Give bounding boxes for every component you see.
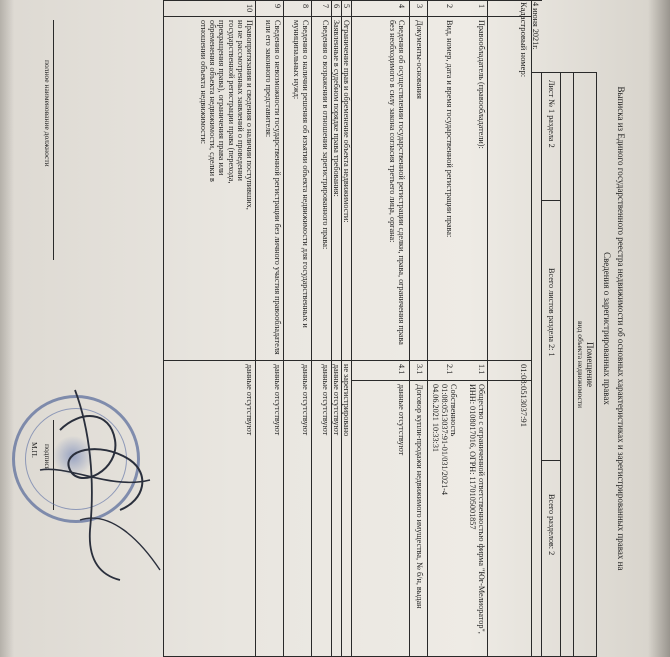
section-title: Сведения о зарегистрированных правах	[602, 252, 612, 405]
row-label: Сведения о возражении в отношении зарегистрированного права:	[321, 20, 330, 250]
row-number: 1	[477, 4, 486, 9]
row-number: 3	[415, 4, 424, 9]
row-value: данные отсутствуют	[397, 384, 406, 456]
row-label: Заявленные в судебном порядке права требования:	[332, 20, 341, 197]
sheet-number: Лист № 1 раздела 2	[547, 80, 556, 148]
row-number: 8	[301, 4, 310, 9]
signature-label: подпись	[43, 444, 52, 471]
row-value: данные отсутствуют	[273, 364, 282, 436]
row-subnumber: 2.1	[445, 364, 454, 375]
cadastral-number: 01:08:0513037:91	[519, 364, 529, 428]
document-title: Выписка из Единого государственного реестра недвижимости об основных характеристиках и зарегистрированных правах на	[616, 86, 626, 571]
position-label: полное наименование должности	[43, 60, 52, 167]
issue-date: 4 июня 2021г.	[531, 2, 540, 50]
registration-value: Собственность 01:08:0513037:91-01/031/2021-4 04.06.2021 10:33:31	[430, 384, 458, 495]
row-label: Вид, номер, дата и время государственной регистрации права:	[445, 20, 454, 238]
handwritten-signature	[20, 370, 180, 600]
total-sections: Всего разделов: 2	[547, 494, 556, 556]
basis-document-value: Договор купли-продажи недвижимого имущества, № б/н, выдан	[415, 384, 424, 609]
row-label: Ограничение прав и обременение объекта недвижимости:	[342, 20, 351, 223]
row-value: не зарегистрировано	[342, 364, 351, 437]
row-value: данные отсутствуют	[245, 364, 254, 436]
row-number: 5	[342, 4, 351, 9]
object-type: Помещение	[585, 341, 595, 388]
row-number: 6	[332, 4, 341, 9]
row-number: 2	[445, 4, 454, 9]
right-holder-value: Общество с ограниченной ответственностью фирма "Юг-Мелиоратор", ИНН: 0108017016, ОГРН: 1170105001857	[467, 384, 486, 634]
row-label: Сведения об осуществлении государственной регистрации сделки, права, ограничения права без необходимого в силу закона согласия третьего лица, органа:	[387, 20, 406, 345]
row-subnumber: 3.1	[415, 364, 424, 375]
row-number: 4	[397, 4, 406, 9]
row-label: Документы-основания	[415, 20, 424, 99]
row-subnumber: 1.1	[477, 364, 486, 375]
row-subnumber: 4.1	[397, 364, 406, 375]
total-sheets: Всего листов раздела 2: 1	[547, 268, 556, 357]
row-number: 10	[245, 4, 254, 13]
row-value: данные отсутствуют	[301, 364, 310, 436]
row-number: 7	[321, 4, 330, 9]
object-type-caption: вид объекта недвижимости	[576, 320, 585, 409]
row-value: данные отсутствуют	[321, 364, 330, 436]
row-number: 9	[273, 4, 282, 9]
row-value: данные отсутствуют	[332, 364, 341, 436]
page-shadow-right	[648, 0, 670, 657]
page-shadow-left	[0, 0, 14, 657]
row-label: Сведения о невозможности государственной регистрации без личного участия правообладателя или его законного представителя:	[263, 20, 282, 355]
row-label: Правообладатель (правообладатели):	[477, 20, 486, 149]
cadastral-label: Кадастровый номер:	[519, 2, 529, 78]
seal-label: М.П.	[30, 442, 39, 458]
row-label: Правопритязания и сведения о наличии поступивших, но не рассмотренных заявлений о проведении государственной регистрации права (перехода, прекращения права), ограничения права или обременения объекта недвижимости, сделки в отношении объекта недвижимости:	[199, 20, 254, 210]
row-label: Сведения о наличии решения об изъятии объекта недвижимости для государственных и муниципальных нужд:	[291, 20, 310, 328]
